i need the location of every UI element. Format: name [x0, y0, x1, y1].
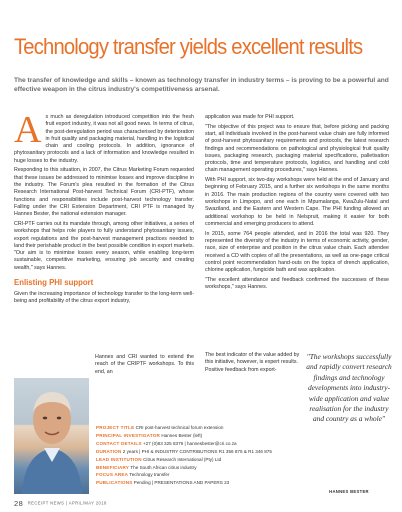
page-footer [14, 499, 394, 508]
info-row [96, 456, 296, 464]
info-label: DURATION [96, 448, 122, 454]
info-label: PUBLICATIONS [96, 480, 133, 486]
info-row [96, 448, 296, 456]
info-label: PROJECT TITLE [96, 425, 135, 430]
info-value: 2 years | PHI & INDUSTRY CONTRIBUTIONS R1 356 875 & R1 346 875 [122, 448, 272, 454]
paragraph: "The excellent attendance and feedback confirmed the successes of these workshops," says Hannes. [205, 276, 389, 291]
info-label: LEAD INSTITUTION [96, 456, 142, 462]
paragraph: Given the increasing importance of technology transfer to the long-term well-being and profitability of the citrus export industry, [14, 291, 194, 305]
section-heading: Enlisting PHI support [14, 278, 94, 288]
left-column [14, 109, 194, 308]
pull-quote: "The workshops successfully and rapidly convert research findings and technology developments into industry-wide application and value realisation for the industry and country as a whole" [306, 352, 392, 424]
paragraph: CRI-PTF carries out its mandate through, among other initiatives, a series of workshops that helps role players to fully understand phytosanitary issues, export regulations and the post-harvest management practices needed to land their perishable product in the best possible condition in export markets. "Our aim is to minimise losses every season, while enabling long-term sustainable, competitive marketing, ensuring job security and creating wealth," says Hannes. [14, 220, 194, 271]
info-value: Citrus Research International (Pty) Ltd [143, 456, 222, 462]
right-column-lower [205, 352, 305, 374]
portrait-illustration [14, 378, 89, 494]
paragraph-text: s much as deregulation introduced competition into the fresh fruit export industry, it was not all good news. In terms of citrus, the post-deregulation period was characterised by deterioration in fruit quality and packaging material, handling in the logistical chain and cooling protocols. In addition, ignorance of phytosanitary protocols and a lack of information and knowledge resulted in huge losses to the industry. [14, 114, 194, 164]
paragraph: In 2015, some 764 people attended, and in 2016 the total was 920. They represented the diversity of the industry in terms of economic activity, gender, race, size of enterprise and position in the citrus value chain. Each attendee received a CD with copies of all the presentations, as well as one-page critical control point recommendation hand-outs on the topics of drench application, chlorine application, fungicide bath and wax application. [205, 230, 389, 274]
info-label: FOCUS AREA [96, 472, 129, 478]
paragraph: "The objective of this project was to ensure that, before picking and packing start, all individuals involved in the post-harvest value chain are fully informed of post-harvest phytosanitary requirements and protocols, the latest research findings and recommendations on pathological and physiological fruit quality issues, packaging research, packaging material specifications, palletisation protocols, time and temperature protocols, logistics, and handling and cold chain management operating procedures," says Hannes. [205, 123, 389, 174]
info-label: CONTACT DETAILS [96, 440, 142, 446]
info-label: BENEFICIARY [96, 464, 130, 470]
info-value: Hannes Bester (left) [161, 432, 203, 438]
info-row [96, 479, 296, 487]
pull-quote-attribution: HANNES BESTER [329, 489, 369, 494]
left-column-continued [95, 354, 194, 378]
paragraph [14, 109, 194, 165]
info-row [96, 471, 296, 479]
article-intro: The transfer of knowledge and skills – known as technology transfer in industry terms – is proving to be a powerful and effective weapon in the citrus industry's competitiveness arsenal. [14, 77, 389, 94]
info-label: PRINCIPAL INVESTIGATOR [96, 432, 161, 438]
paragraph: Responding to this situation, in 2007, the Citrus Marketing Forum requested that these issues be addressed to minimise losses and improve discipline in the industry. The Forum's plea resulted in the formation of the Citrus Research International Post-harvest Technical Forum (CRI-PTF), whose functions and responsibilities include post-harvest technology transfer. Falling under the CRI Extension Department, CRI PTF is managed by Hannes Bester, the national extension manager. [14, 167, 194, 218]
info-value: CRI post-harvest technical forum extension [135, 425, 224, 430]
dropcap: A [14, 109, 42, 151]
right-column [205, 114, 389, 294]
info-value: Technology transfer [129, 472, 170, 478]
info-row [96, 432, 296, 440]
info-row [96, 424, 296, 432]
paragraph: The best indicator of the value added by this initiative, however, is expert results. Positive feedback from export- [205, 352, 300, 373]
project-info-box [96, 424, 296, 487]
info-row [96, 440, 296, 448]
article-title: Technology transfer yields excellent results [14, 34, 363, 59]
running-footer-text: RECEIPT NEWS | APRIL/MAY 2018 [27, 500, 107, 506]
paragraph: With PHI support, six two-day workshops were held at the end of January and beginning of February 2015, and a further six workshops in the same months in 2016. The main production regions of the country were covered with two workshops in Limpopo, and one each in Mpumalanga, KwaZulu-Natal and Swaziland, and the Eastern and Western Cape. The PHI funding allowed an additional workshop to be held in Nelspruit, making it easier for both commercial and emerging producers to attend. [205, 177, 389, 227]
info-value: Pending | PRESENTATIONS AND PAPERS 23 [133, 480, 230, 486]
page-number: 28 [14, 499, 24, 508]
paragraph: Hannes and CRI wanted to extend the reach of the CRIPTF workshops. To this end, an [95, 354, 194, 375]
info-value: The South African citrus industry [130, 464, 197, 470]
paragraph: application was made for PHI support. [205, 114, 295, 120]
info-row [96, 464, 296, 472]
portrait-photo [14, 378, 89, 494]
info-value: +27 (0)83 325 8379 | hannesbester@cri.co.za [142, 440, 237, 446]
